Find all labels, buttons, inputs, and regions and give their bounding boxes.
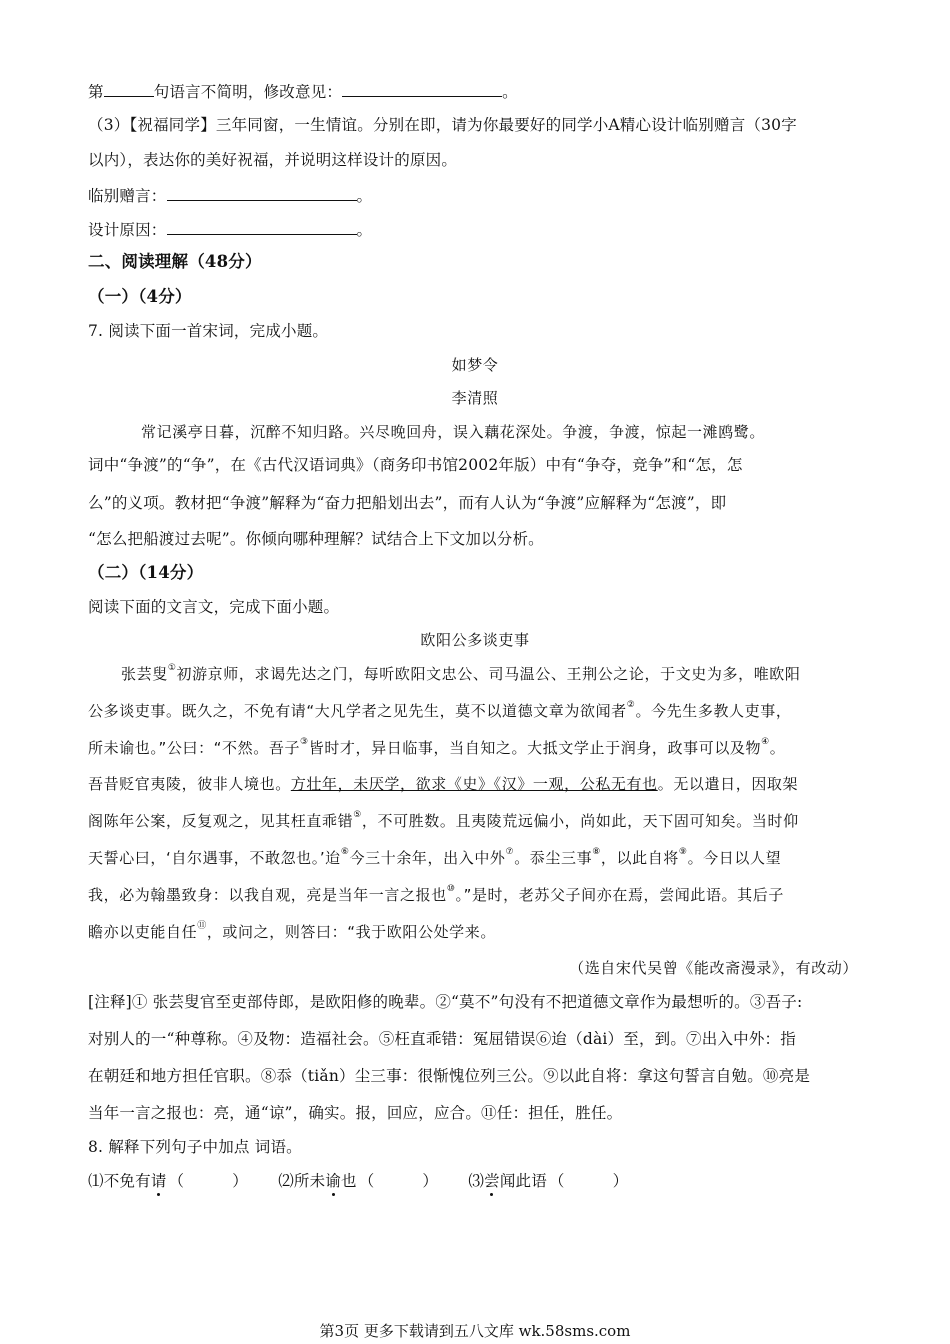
footnote-marker: ⑪	[197, 921, 207, 931]
answer-blank[interactable]	[104, 82, 154, 97]
part2-intro: 阅读下面的文言文，完成下面小题。	[88, 598, 340, 616]
footnote-marker: ②	[626, 700, 636, 710]
poem-author: 李清照	[451, 389, 499, 407]
poem-text: 常记溪亭日暮，沉醉不知归路。兴尽晚回舟，误入藕花深处。争渡，争渡，惊起一滩鸥鹭。	[141, 423, 766, 441]
answer-blank[interactable]	[565, 1172, 613, 1186]
footnote-marker: ⑨	[678, 847, 688, 857]
footnote-marker: ①	[167, 663, 177, 673]
footnote-marker: ⑦	[505, 847, 515, 857]
essay-line: 吾昔贬官夷陵，彼非人境也。方壮年，未厌学，欲求《史》《汉》一观，公私无有也。无以遣日，因取架	[88, 775, 799, 793]
gift-words-line: 临别赠言： 。	[88, 187, 373, 205]
notes-line: 在朝廷和地方担任官职。⑧忝（tiǎn）尘三事：很惭愧位列三公。⑨以此自将：拿这句誓言自勉。⑩亮是	[88, 1067, 811, 1085]
q6-part3-line1: （3）【祝福同学】三年同窗，一生情谊。分别在即，请为你最要好的同学小A精心设计临别赠言（30字	[88, 116, 797, 134]
q7-question-line2: 么”的义项。教材把“争渡”解释为“奋力把船划出去”，而有人认为“争渡”应解释为“怎渡”，即	[88, 494, 727, 512]
notes-line: 当年一言之报也：亮，通“谅”，确实。报，回应，应合。⑪任：担任，胜任。	[88, 1104, 623, 1122]
section-heading: 二、阅读理解（48分）	[88, 252, 262, 271]
essay-line: 阁陈年公案，反复观之，见其枉直乖错⑤，不可胜数。且夷陵荒远偏小，尚如此，天下固可知矣。当时仰	[88, 810, 799, 830]
part2-heading: （二）（14分）	[88, 563, 204, 582]
q8-item: ⑵所未谕也 （ ）	[278, 1172, 439, 1190]
notes-line: [注释]① 张芸叟官至吏部侍郎，是欧阳修的晚辈。②“莫不”句没有不把道德文章作为最想听的。③吾子:	[88, 993, 803, 1011]
poem-title: 如梦令	[451, 356, 499, 374]
q8-item: ⑶尝闻此语 （ ）	[468, 1172, 629, 1190]
design-reason-line: 设计原因： 。	[88, 221, 373, 239]
essay-source: （选自宋代吴曾《能改斋漫录》，有改动）	[569, 959, 858, 977]
part1-heading: （一）（4分）	[88, 287, 192, 306]
essay-line: 公多谈吏事。既久之，不免有请“大凡学者之见先生，莫不以道德文章为欲闻者②。今先生多教人吏事，	[88, 700, 792, 720]
q8-text: 8. 解释下列句子中加点 词语。	[88, 1138, 302, 1156]
q7-question-line1: 词中“争渡”的“争”，在《古代汉语词典》（商务印书馆2002年版）中有“争夺，竞争”和“怎，怎	[88, 456, 743, 474]
q6-revision-line: 第 句语言不简明，修改意见： 。	[88, 83, 518, 101]
dotted-word: 请	[150, 1172, 167, 1190]
essay-line: 我，必为翰墨致身：以我自观，亮是当年一言之报也⑩。”是时，老苏父子间亦在焉，尝闻此语。其后子	[88, 884, 784, 904]
answer-blank[interactable]	[167, 186, 357, 201]
essay-line: 天誓心曰，‘自尔遇事，不敢忽也。’迨⑥今三十余年，出入中外⑦。忝尘三事⑧，以此自将⑨。今日以人望	[88, 847, 782, 867]
answer-blank[interactable]	[342, 82, 502, 97]
answer-blank[interactable]	[374, 1172, 422, 1186]
page-footer: 第3页 更多下载请到五八文库 wk.58sms.com	[319, 1322, 631, 1340]
footnote-marker: ⑩	[446, 884, 456, 894]
footnote-marker: ③	[300, 737, 309, 747]
footnote-marker: ⑧	[592, 847, 601, 857]
dotted-word: 谕	[325, 1172, 342, 1190]
q7-intro: 7. 阅读下面一首宋词，完成小题。	[88, 322, 329, 340]
q8-item: ⑴不免有请 （ ）	[88, 1172, 248, 1190]
q6-part3-line2: 以内），表达你的美好祝福，并说明这样设计的原因。	[88, 151, 458, 169]
footnote-marker: ④	[761, 737, 770, 747]
essay-line: 所未谕也。”公曰：“不然。吾子③皆时才，异日临事，当自知之。大抵文学止于润身，政事可以及物④。	[88, 737, 786, 757]
answer-blank[interactable]	[167, 220, 357, 235]
answer-blank[interactable]	[184, 1172, 232, 1186]
footnote-marker: ⑥	[340, 847, 350, 857]
notes-line: 对别人的一“种尊称。④及物：造福社会。⑤枉直乖错：冤屈错误⑥迨（dài）至，到。⑦出入中外：指	[88, 1030, 796, 1048]
q7-question-line3: “怎么把船渡过去呢”。你倾向哪种理解？试结合上下文加以分析。	[88, 530, 544, 548]
essay-line: 瞻亦以吏能自任⑪，或问之，则答曰：“我于欧阳公处学来。	[88, 921, 496, 941]
dotted-word: 尝	[484, 1172, 500, 1190]
underlined-sentence: 方壮年，未厌学，欲求《史》《汉》一观，公私无有也	[290, 775, 658, 793]
essay-line: 张芸叟①初游京师，求谒先达之门，每听欧阳文忠公、司马温公、王荆公之论，于文史为多，唯欧阳	[121, 663, 801, 683]
footnote-marker: ⑤	[353, 810, 362, 820]
essay-title: 欧阳公多谈吏事	[420, 631, 530, 649]
q8-items	[88, 1171, 628, 1191]
